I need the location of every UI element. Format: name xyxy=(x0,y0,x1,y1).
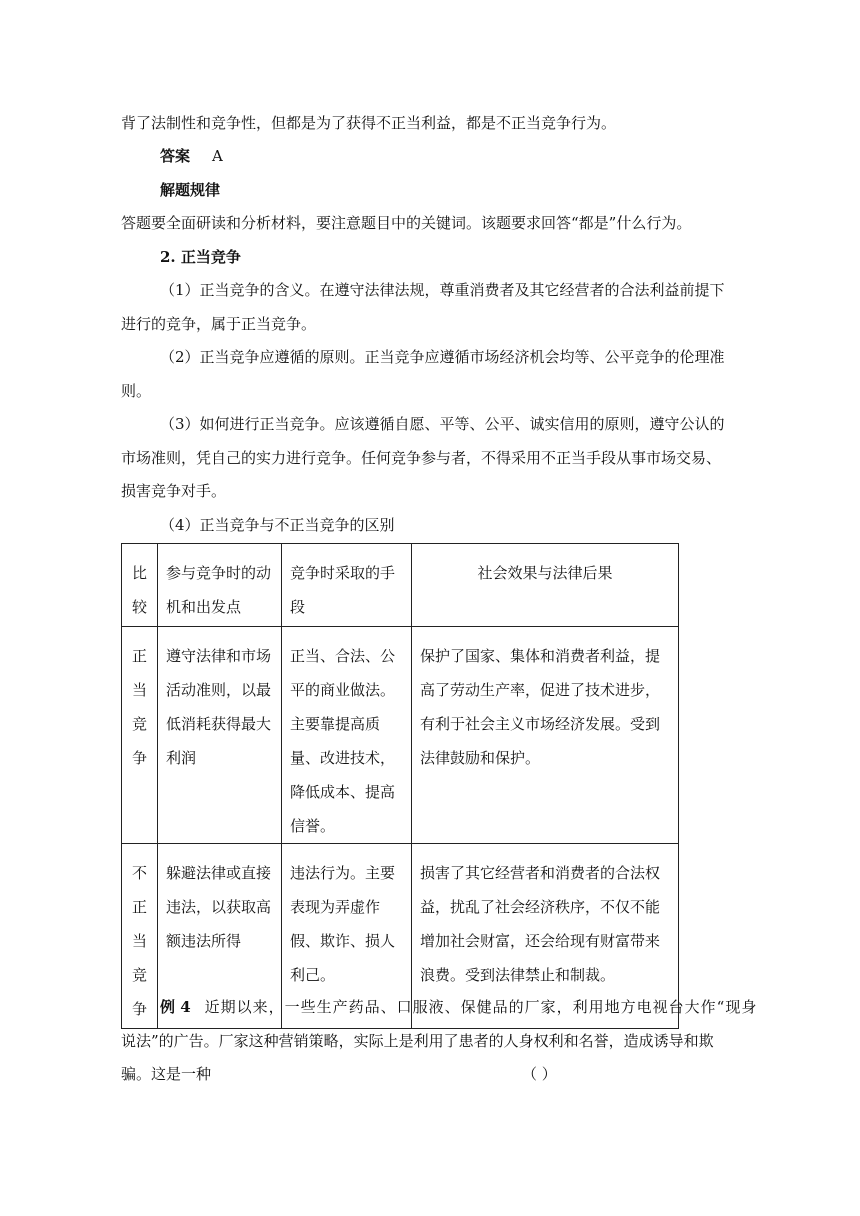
example-4-text: 近期以来，一些生产药品、口服液、保健品的厂家，利用地方电视台大作“现身 xyxy=(204,998,758,1016)
paragraph-4-title: （4）正当竞争与不正当竞争的区别 xyxy=(160,516,395,534)
header-compare-char: 比 xyxy=(131,564,147,582)
answer-line xyxy=(160,146,223,166)
paragraph-continuation: 背了法制性和竞争性，但都是为了获得不正当利益，都是不正当竞争行为。 xyxy=(121,114,617,132)
means-cell: 正当、合法、公平的商业做法。主要靠提高质量、改进技术，降低成本、提高信誉。 xyxy=(282,627,412,844)
row-label-char: 不 xyxy=(131,864,147,882)
rule-text: 答题要全面研读和分析材料，要注意题目中的关键词。该题要求回答“都是”什么行为。 xyxy=(121,214,692,232)
paragraph-1-line-2: 进行的竞争，属于正当竞争。 xyxy=(121,315,317,333)
paragraph-2-line-1: （2）正当竞争应遵循的原则。正当竞争应遵循市场经济机会均等、公平竞争的伦理准 xyxy=(160,348,725,366)
row-label-char: 竞 xyxy=(131,966,147,984)
row-label-char: 正 xyxy=(131,647,147,665)
table-row xyxy=(122,627,679,844)
answer-blank: （ ） xyxy=(522,1065,557,1083)
motive-cell: 躲避法律或直接违法，以获取高额违法所得 xyxy=(158,844,282,1029)
example-4-label: 例 4 xyxy=(160,998,191,1016)
paragraph-3-line-2: 市场准则，凭自己的实力进行竞争。任何竞争参与者，不得采用不正当手段从事市场交易、 xyxy=(121,449,722,467)
header-effect-cell: 社会效果与法律后果 xyxy=(412,544,679,627)
row-label-char: 竞 xyxy=(131,715,147,733)
paragraph-2-line-2: 则。 xyxy=(121,382,152,400)
row-label-char: 正 xyxy=(131,898,147,916)
example-4-line-1 xyxy=(160,997,757,1017)
rule-title: 解题规律 xyxy=(160,181,221,199)
row-label-cell xyxy=(122,627,158,844)
example-4-line-2: 说法”的广告。厂家这种营销策略，实际上是利用了患者的人身权利和名誉，造成诱导和欺 xyxy=(121,1032,714,1050)
paragraph-3-line-1: （3）如何进行正当竞争。应该遵循自愿、平等、公平、诚实信用的原则，遵守公认的 xyxy=(160,415,725,433)
example-4-line-3: 骗。这是一种 xyxy=(121,1065,212,1083)
table-header-row xyxy=(122,544,679,627)
effect-cell: 保护了国家、集体和消费者利益，提高了劳动生产率，促进了技术进步，有利于社会主义市场经济发展。受到法律鼓励和保护。 xyxy=(412,627,679,844)
section-2-title: 2. 正当竞争 xyxy=(160,248,241,266)
row-label-char: 当 xyxy=(131,932,147,950)
row-label-char: 争 xyxy=(131,749,147,767)
header-compare-char: 较 xyxy=(131,598,147,616)
means-cell: 违法行为。主要表现为弄虚作假、欺诈、损人利己。 xyxy=(282,844,412,1029)
header-means-cell: 竞争时采取的手段 xyxy=(282,544,412,627)
header-compare-cell xyxy=(122,544,158,627)
row-label-cell xyxy=(122,844,158,1029)
answer-value: A xyxy=(212,147,223,165)
row-label-char: 当 xyxy=(131,681,147,699)
effect-cell: 损害了其它经营者和消费者的合法权益，扰乱了社会经济秩序，不仅不能增加社会财富，还会给现有财富带来浪费。受到法律禁止和制裁。 xyxy=(412,844,679,1029)
comparison-table xyxy=(121,543,679,1029)
header-motive-cell: 参与竞争时的动机和出发点 xyxy=(158,544,282,627)
motive-cell: 遵守法律和市场活动准则，以最低消耗获得最大利润 xyxy=(158,627,282,844)
answer-label: 答案 xyxy=(160,147,191,165)
paragraph-1-line-1: （1）正当竞争的含义。在遵守法律法规，尊重消费者及其它经营者的合法利益前提下 xyxy=(160,281,725,299)
row-label-char: 争 xyxy=(131,1000,147,1018)
paragraph-3-line-3: 损害竞争对手。 xyxy=(121,482,227,500)
